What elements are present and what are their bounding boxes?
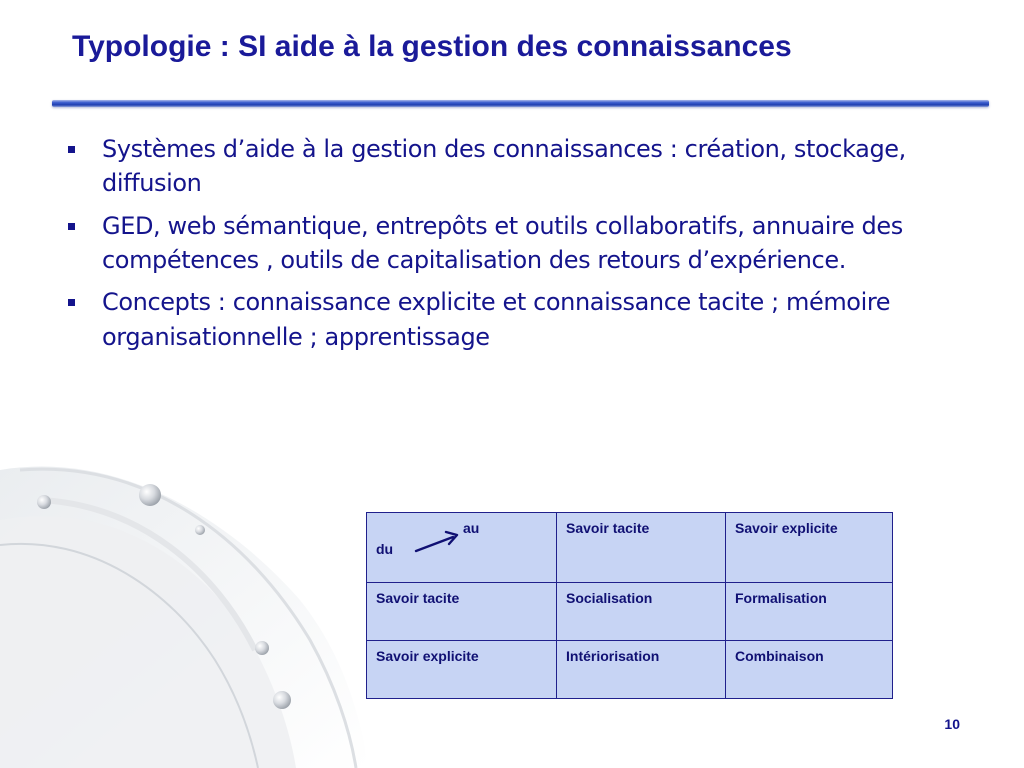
decorative-sphere [255,641,269,655]
bullet-list [66,132,936,362]
column-header: Savoir explicite [726,513,893,583]
bullet-item [66,132,936,201]
page-number: 10 [944,716,960,732]
square-bullet-icon [68,223,75,230]
bullet-text: Concepts : connaissance explicite et connaissance tacite ; mémoire organisationnelle ; apprentissage [102,288,891,351]
table-header-row [367,513,893,583]
bullet-text: GED, web sémantique, entrepôts et outils collaboratifs, annuaire des compétences , outils de capitalisation des retours d’expérience. [102,211,903,274]
knowledge-conversion-table [366,512,893,699]
decorative-sphere [195,525,205,535]
bullet-text: Systèmes d’aide à la gestion des connaissances : création, stockage, diffusion [102,135,906,198]
square-bullet-icon [68,299,75,306]
table-row [367,583,893,641]
bullet-item [66,285,936,354]
column-header: Savoir tacite [557,513,726,583]
decorative-sphere [139,484,161,506]
title-underline [52,100,989,107]
table-corner-cell [367,513,557,583]
slide-title: Typologie : SI aide à la gestion des connaissances [72,30,792,63]
decorative-sphere [37,495,51,509]
corner-label-au: au [463,520,480,536]
decorative-sphere [273,691,291,709]
row-header: Savoir explicite [367,641,557,699]
table-cell: Socialisation [557,583,726,641]
square-bullet-icon [68,146,75,153]
corner-label-du: du [376,541,394,557]
table-row [367,641,893,699]
bullet-item [66,209,936,278]
row-header: Savoir tacite [367,583,557,641]
table-cell: Formalisation [726,583,893,641]
table-cell: Intériorisation [557,641,726,699]
arrow-up-right-icon [413,529,463,555]
table-cell: Combinaison [726,641,893,699]
